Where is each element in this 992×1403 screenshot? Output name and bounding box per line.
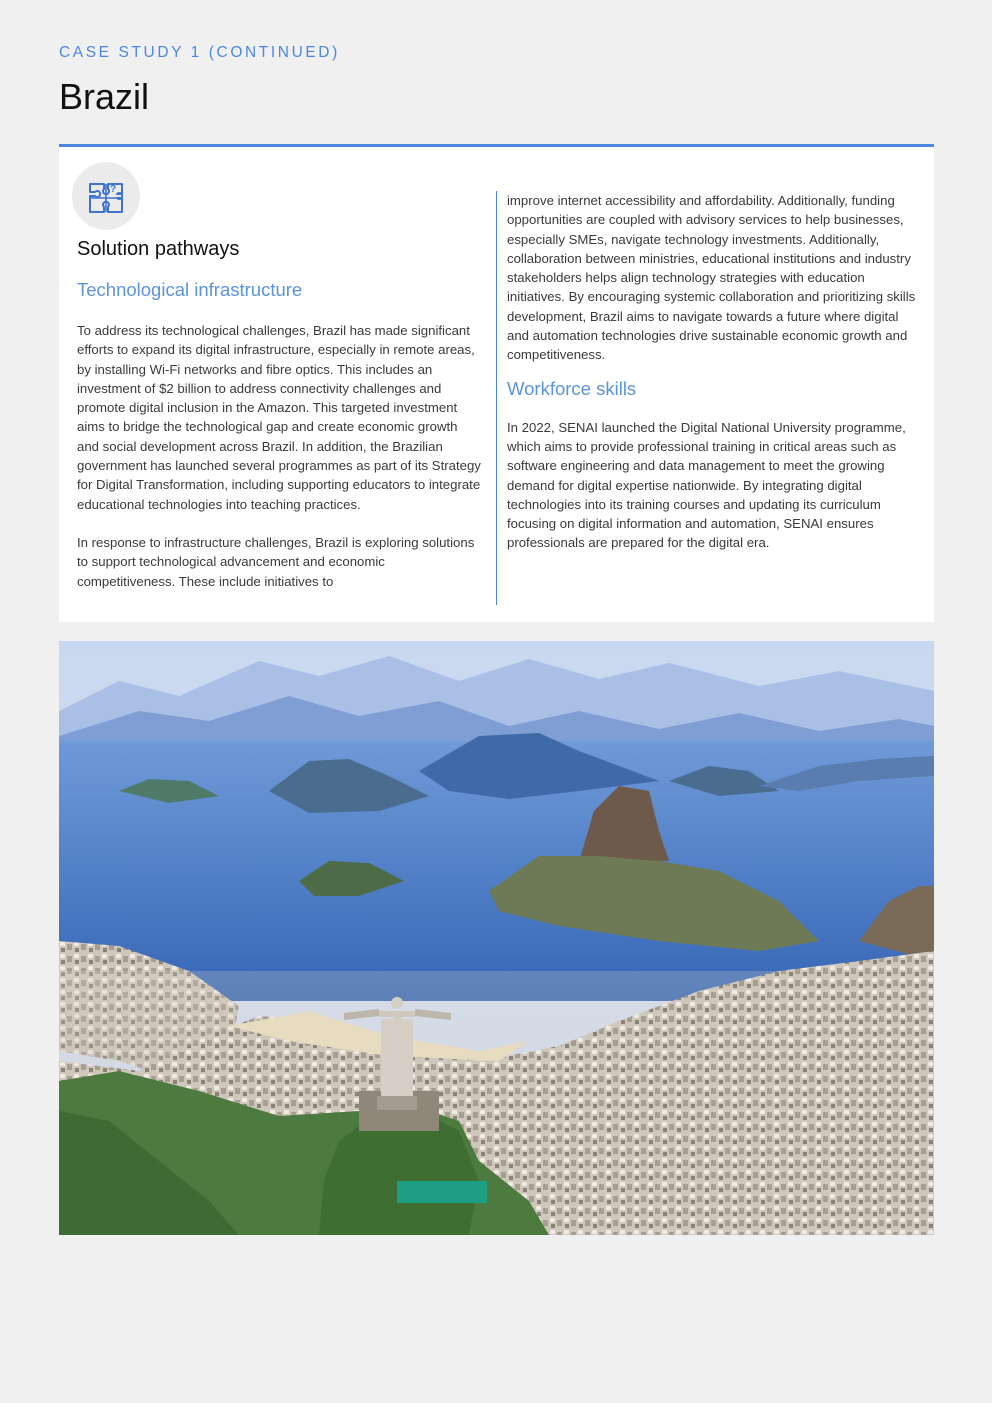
solution-card [59, 144, 934, 622]
workforce-skills-heading: Workforce skills [507, 377, 637, 399]
tech-infrastructure-heading: Technological infrastructure [77, 279, 303, 300]
rio-de-janeiro-photo [59, 641, 934, 1235]
tech-paragraph-2: In response to infrastructure challenges, Brazil is exploring solutions to support technological advancement and economic competitiveness. These include initiatives to [77, 534, 475, 589]
left-column [77, 279, 483, 591]
section-title: Solution pathways [77, 238, 240, 260]
eyebrow-label: CASE STUDY 1 (CONTINUED) [59, 44, 340, 61]
right-column [496, 191, 916, 605]
puzzle-question-icon [72, 162, 140, 230]
page-title: Brazil [59, 76, 150, 117]
svg-text:?: ? [110, 184, 117, 195]
tech-paragraph-1: To address its technological challenges, Brazil has made significant efforts to expand its digital infrastructure, especially in remote areas, by installing Wi-Fi networks and fibre optics. This includes an investment of $2 billion to address connectivity challenges and promote digital inclusion in the Amazon. This targeted investment aims to bridge the technological gap and create economic growth and social development across Brazil. In addition, the Brazilian government has launched several programmes as part of its Strategy for Digital Transformation, including supporting educators to integrate educational technologies into teaching practices. [77, 323, 481, 512]
tech-paragraph-2-continued: improve internet accessibility and affordability. Additionally, funding opportunities are coupled with advisory services to help businesses, especially SMEs, navigate technology investments. Additionally, collaboration between ministries, educational institutions and industry stakeholders helps align technology strategies with education initiatives. By encouraging systemic collaboration and prioritizing skills development, Brazil aims to navigate towards a future where digital and automation technologies drive sustainable economic growth and competitiveness. [507, 193, 916, 363]
workforce-paragraph: In 2022, SENAI launched the Digital National University programme, which aims to provide professional training in critical areas such as software engineering and data management to meet the growing demand for digital expertise nationwide. By integrating digital technologies into its training courses and updating its curriculum focusing on digital information and automation, SENAI ensures professionals are prepared for the digital era. [507, 419, 906, 551]
